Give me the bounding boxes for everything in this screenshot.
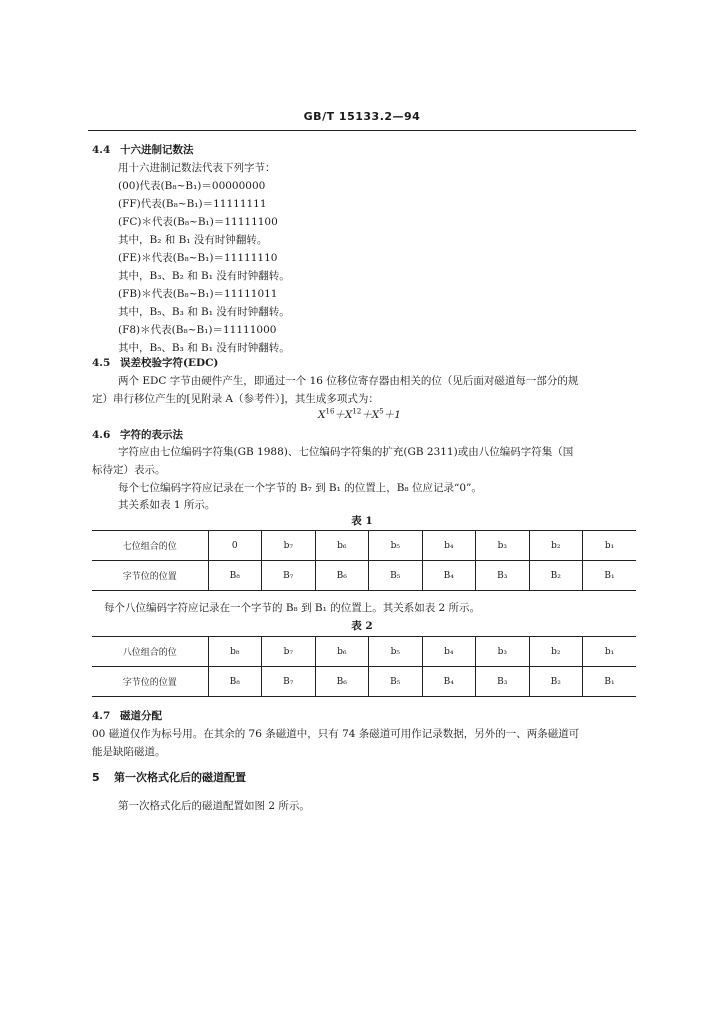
- section-number: 4.5: [92, 357, 111, 369]
- table-cell: B₂: [529, 667, 583, 697]
- table-cell: b₁: [583, 531, 637, 561]
- edc-paragraph-line-2: 定）串行移位产生的[见附录 A（参考件）]，其生成多项式为：: [92, 393, 379, 405]
- table-cell: B₅: [369, 561, 423, 591]
- section-title: 十六进制记数法: [120, 144, 194, 156]
- hex-line: (FB)＊代表(B₈~B₁)＝11111011: [118, 288, 278, 300]
- table-cell: 七位组合的位: [92, 531, 208, 561]
- generator-polynomial: $X^{16}+X^{12}+X^5+1$: [318, 407, 401, 421]
- table-2: [92, 636, 636, 697]
- table-cell: 字节位的位置: [92, 667, 208, 697]
- table-cell: b₁: [583, 637, 637, 667]
- table-cell: B₅: [369, 667, 423, 697]
- table-cell: b₅: [369, 531, 423, 561]
- table-cell: B₄: [422, 561, 476, 591]
- table-row: [92, 561, 636, 591]
- table-1: [92, 530, 636, 591]
- hex-line: (F8)＊代表(B₈~B₁)＝11111000: [118, 324, 277, 336]
- table-cell: b₆: [315, 531, 369, 561]
- table-row: [92, 667, 636, 697]
- section-4-5-heading: [92, 356, 218, 370]
- hex-intro: 用十六进制记数法代表下列字节：: [118, 162, 276, 174]
- section-number: 4.7: [92, 710, 111, 722]
- seven-bit-paragraph: 每个七位编码字符应记录在一个字节的 B₇ 到 B₁ 的位置上，B₈ 位应记录“0”。: [118, 482, 482, 494]
- table-cell: 八位组合的位: [92, 637, 208, 667]
- table-cell: b₃: [476, 637, 530, 667]
- hex-line: (FC)＊代表(B₈~B₁)＝11111100: [118, 216, 278, 228]
- table-cell: B₇: [262, 667, 316, 697]
- hex-line: 其中，B₃、B₂ 和 B₁ 没有时钟翻转。: [118, 270, 290, 282]
- hex-line: 其中，B₂ 和 B₁ 没有时钟翻转。: [118, 234, 268, 246]
- table-cell: b₄: [422, 637, 476, 667]
- table-2-title: 表 2: [351, 620, 373, 632]
- table-cell: 字节位的位置: [92, 561, 208, 591]
- table-cell: B₆: [315, 561, 369, 591]
- table-cell: B₂: [529, 561, 583, 591]
- edc-paragraph-line-1: 两个 EDC 字节由硬件产生，即通过一个 16 位移位寄存器由相关的位（见后面对磁道每一部分的规: [118, 375, 579, 387]
- section-title: 误差校验字符(EDC): [120, 357, 219, 369]
- table-cell: b₃: [476, 531, 530, 561]
- table-row: [92, 531, 636, 561]
- table-cell: b₆: [315, 637, 369, 667]
- track-config-paragraph: 第一次格式化后的磁道配置如图 2 所示。: [118, 800, 310, 812]
- table-cell: B₈: [208, 561, 262, 591]
- table-cell: B₃: [476, 561, 530, 591]
- section-title: 字符的表示法: [120, 429, 183, 441]
- section-4-4-heading: [92, 143, 194, 157]
- charset-paragraph-line-2: 标待定）表示。: [92, 464, 166, 476]
- table-cell: 0: [208, 531, 262, 561]
- charset-paragraph-line-1: 字符应由七位编码字符集(GB 1988)、七位编码字符集的扩充(GB 2311)或由八位编码字符集（国: [118, 446, 574, 458]
- table-cell: b₂: [529, 637, 583, 667]
- standard-number: GB/T 15133.2—94: [303, 110, 421, 123]
- hex-line: (00)代表(B₈~B₁)＝00000000: [118, 180, 266, 192]
- table-cell: b₂: [529, 531, 583, 561]
- table-cell: B₄: [422, 667, 476, 697]
- table-cell: b₇: [262, 531, 316, 561]
- track-allocation-line-2: 能是缺陷磁道。: [92, 746, 166, 758]
- table-cell: b₈: [208, 637, 262, 667]
- section-number: 4.4: [92, 144, 111, 156]
- table-cell: B₇: [262, 561, 316, 591]
- hex-line: 其中，B₅、B₃ 和 B₁ 没有时钟翻转。: [118, 342, 290, 354]
- hex-line: (FF)代表(B₈~B₁)＝11111111: [118, 198, 267, 210]
- table-cell: B₁: [583, 667, 637, 697]
- hex-line: (FE)＊代表(B₈~B₁)＝11111110: [118, 252, 278, 264]
- section-title: 第一次格式化后的磁道配置: [114, 771, 246, 784]
- table-cell: b₇: [262, 637, 316, 667]
- table-cell: b₄: [422, 531, 476, 561]
- eight-bit-paragraph: 每个八位编码字符应记录在一个字节的 B₈ 到 B₁ 的位置上。其关系如表 2 所示。: [104, 602, 481, 614]
- track-allocation-line-1: 00 磁道仅作为标号用。在其余的 76 条磁道中，只有 74 条磁道可用作记录数据，另外的一、两条磁道可: [92, 728, 580, 740]
- table-cell: B₆: [315, 667, 369, 697]
- table-cell: B₁: [583, 561, 637, 591]
- section-number: 5: [92, 771, 100, 784]
- hex-line: 其中，B₅、B₃ 和 B₁ 没有时钟翻转。: [118, 306, 290, 318]
- table-1-title: 表 1: [351, 515, 373, 527]
- table-row: [92, 637, 636, 667]
- table-cell: B₈: [208, 667, 262, 697]
- header-rule: [88, 130, 636, 131]
- table-cell: B₃: [476, 667, 530, 697]
- relation-note: 其关系如表 1 所示。: [118, 499, 216, 511]
- section-number: 4.6: [92, 429, 111, 441]
- section-4-6-heading: [92, 428, 183, 442]
- table-cell: b₅: [369, 637, 423, 667]
- section-title: 磁道分配: [120, 710, 162, 722]
- section-4-7-heading: [92, 709, 162, 723]
- section-5-heading: [92, 771, 246, 785]
